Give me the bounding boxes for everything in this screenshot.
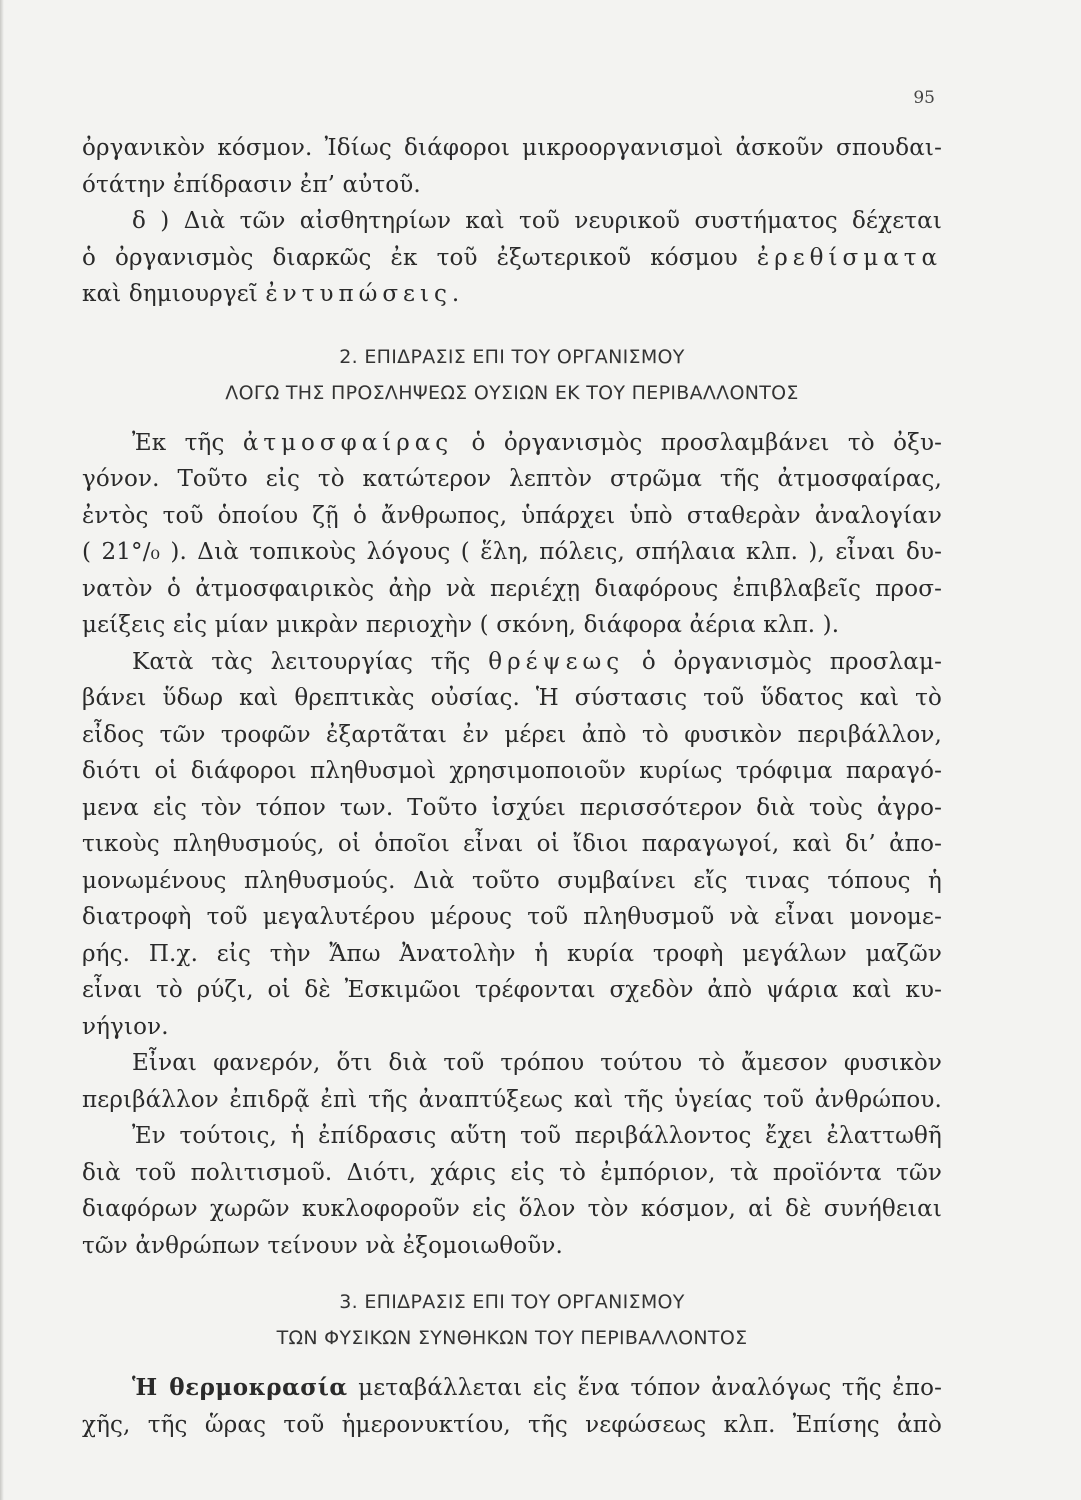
text-line: μονωμένους πληθυσμούς. Διὰ τοῦτο συμβαίνει εἴς τινας τόπους ἡ — [82, 867, 942, 894]
text-line: τικοὺς πληθυσμούς, οἱ ὁποῖοι εἶναι οἱ ἴδιοι παραγωγοί, καὶ δι’ ἀπο- — [82, 831, 942, 857]
text-segment: ὁ ὀργανισμὸς προσλαμβάνει τὸ ὀξυ- — [453, 429, 942, 456]
text-line: δ ) Διὰ τῶν αἰσθητηρίων καὶ τοῦ νευρικοῦ συστήματος δέχεται — [132, 208, 942, 234]
section-heading: 3. ΕΠΙΔΡΑΣΙΣ ΕΠΙ ΤΟΥ ΟΡΓΑΝΙΣΜΟΥ — [339, 1291, 685, 1313]
page-edge — [0, 0, 4, 1500]
text-line: μείξεις εἰς μίαν μικρὰν περιοχὴν ( σκόνη, διάφορα ἀέρια κλπ. ). — [82, 612, 840, 638]
text-line: τῶν ἀνθρώπων τείνουν νὰ ἐξομοιωθοῦν. — [82, 1232, 563, 1259]
text-line: περιβάλλον ἐπιδρᾷ ἐπὶ τῆς ἀναπτύξεως καὶ τῆς ὑγείας τοῦ ἀνθρώπου. — [82, 1086, 942, 1113]
text-line: νατὸν ὁ ἀτμοσφαιρικὸς ἀὴρ νὰ περιέχῃ διαφόρους ἐπιβλαβεῖς προσ- — [82, 575, 942, 602]
bold-term: Ἡ θερμοκρασία — [132, 1374, 348, 1401]
text-line: διαφόρων χωρῶν κυκλοφοροῦν εἰς ὅλον τὸν κόσμον, αἱ δὲ συνήθειαι — [82, 1196, 942, 1222]
text-line: εἶδος τῶν τροφῶν ἐξαρτᾶται ἐν μέρει ἀπὸ τὸ φυσικὸν περιβάλλον, — [82, 721, 942, 748]
text-line: διότι οἱ διάφοροι πληθυσμοὶ χρησιμοποιοῦν κυρίως τρόφιμα παραγό- — [82, 758, 942, 784]
text-line — [82, 644, 942, 681]
text-line: ρής. Π.χ. εἰς τὴν Ἄπω Ἀνατολὴν ἡ κυρία τροφὴ μεγάλων μαζῶν — [82, 940, 942, 967]
page-body — [82, 130, 942, 1443]
text-line: Εἶναι φανερόν, ὅτι διὰ τοῦ τρόπου τούτου τὸ ἄμεσον φυσικὸν — [132, 1050, 942, 1076]
text-line: ότάτην ἐπίδρασιν ἐπ’ αὐτοῦ. — [82, 171, 421, 198]
text-segment: ὁ ὀργανισμὸς διαρκῶς ἐκ τοῦ ἐξωτερικοῦ κόσμου — [82, 244, 757, 271]
text-line — [82, 276, 942, 313]
text-line: μενα εἰς τὸν τόπον των. Τοῦτο ἰσχύει περισσότερον διὰ τοὺς ἀγρο- — [82, 794, 942, 821]
text-line: Ἐν τούτοις, ἡ ἐπίδρασις αὕτη τοῦ περιβάλλοντος ἔχει ἐλαττωθῆ — [132, 1123, 942, 1149]
text-line: διὰ τοῦ πολιτισμοῦ. Διότι, χάρις εἰς τὸ ἐμπόριον, τὰ προϊόντα τῶν — [82, 1159, 942, 1186]
spaced-term: θρέψεως — [488, 648, 625, 675]
text-segment: μεταβάλλεται εἰς ἕνα τόπον ἀναλόγως τῆς ἐπο- — [347, 1375, 942, 1401]
text-line — [82, 425, 942, 462]
section-subheading: ΛΟΓΩ ΤΗΣ ΠΡΟΣΛΗΨΕΩΣ ΟΥΣΙΩΝ ΕΚ ΤΟΥ ΠΕΡΙΒΑΛΛΟΝΤΟΣ — [225, 381, 799, 404]
text-segment: καὶ δημιουργεῖ — [82, 281, 266, 307]
text-line: νήγιον. — [82, 1013, 169, 1040]
text-line — [82, 1370, 942, 1407]
text-line: γόνον. Τοῦτο εἰς τὸ κατώτερον λεπτὸν στρῶμα τῆς ἀτμοσφαίρας, — [82, 466, 942, 492]
spaced-term: ἐρεθίσματα — [756, 244, 942, 271]
spaced-term: ἀτμοσφαίρας — [242, 429, 454, 456]
text-segment: ὁ ὀργανισμὸς προσλαμ- — [624, 648, 942, 675]
text-line — [82, 240, 942, 277]
page-number: 95 — [913, 88, 935, 108]
section-heading: 2. ΕΠΙΔΡΑΣΙΣ ΕΠΙ ΤΟΥ ΟΡΓΑΝΙΣΜΟΥ — [339, 345, 685, 368]
text-line: ἐντὸς τοῦ ὁποίου ζῇ ὁ ἄνθρωπος, ὑπάρχει ὑπὸ σταθερὰν ἀναλογίαν — [82, 502, 942, 529]
text-line: εἶναι τὸ ρύζι, οἱ δὲ Ἐσκιμῶοι τρέφονται σχεδὸν ἀπὸ ψάρια καὶ κυ- — [82, 977, 942, 1003]
text-line: ( 21°/₀ ). Διὰ τοπικοὺς λόγους ( ἕλη, πόλεις, σπήλαια κλπ. ), εἶναι δυ- — [82, 539, 942, 565]
text-line: ὀργανικὸν κόσμον. Ἰδίως διάφοροι μικροοργανισμοὶ ἀσκοῦν σπουδαι- — [82, 135, 942, 161]
text-line: χῆς, τῆς ὥρας τοῦ ἡμερονυκτίου, τῆς νεφώσεως κλπ. Ἐπίσης ἀπὸ — [82, 1411, 942, 1438]
text-line: βάνει ὕδωρ καὶ θρεπτικὰς οὐσίας. Ἡ σύστασις τοῦ ὕδατος καὶ τὸ — [82, 685, 942, 711]
text-segment: Ἐκ τῆς — [132, 429, 243, 456]
spaced-term: ἐντυπώσεις. — [265, 281, 465, 307]
section-subheading: ΤΩΝ ΦΥΣΙΚΩΝ ΣΥΝΘΗΚΩΝ ΤΟΥ ΠΕΡΙΒΑΛΛΟΝΤΟΣ — [276, 1327, 748, 1349]
text-line: διατροφὴ τοῦ μεγαλυτέρου μέρους τοῦ πληθυσμοῦ νὰ εἶναι μονομε- — [82, 904, 942, 930]
text-segment: Κατὰ τὰς λειτουργίας τῆς — [132, 648, 489, 675]
